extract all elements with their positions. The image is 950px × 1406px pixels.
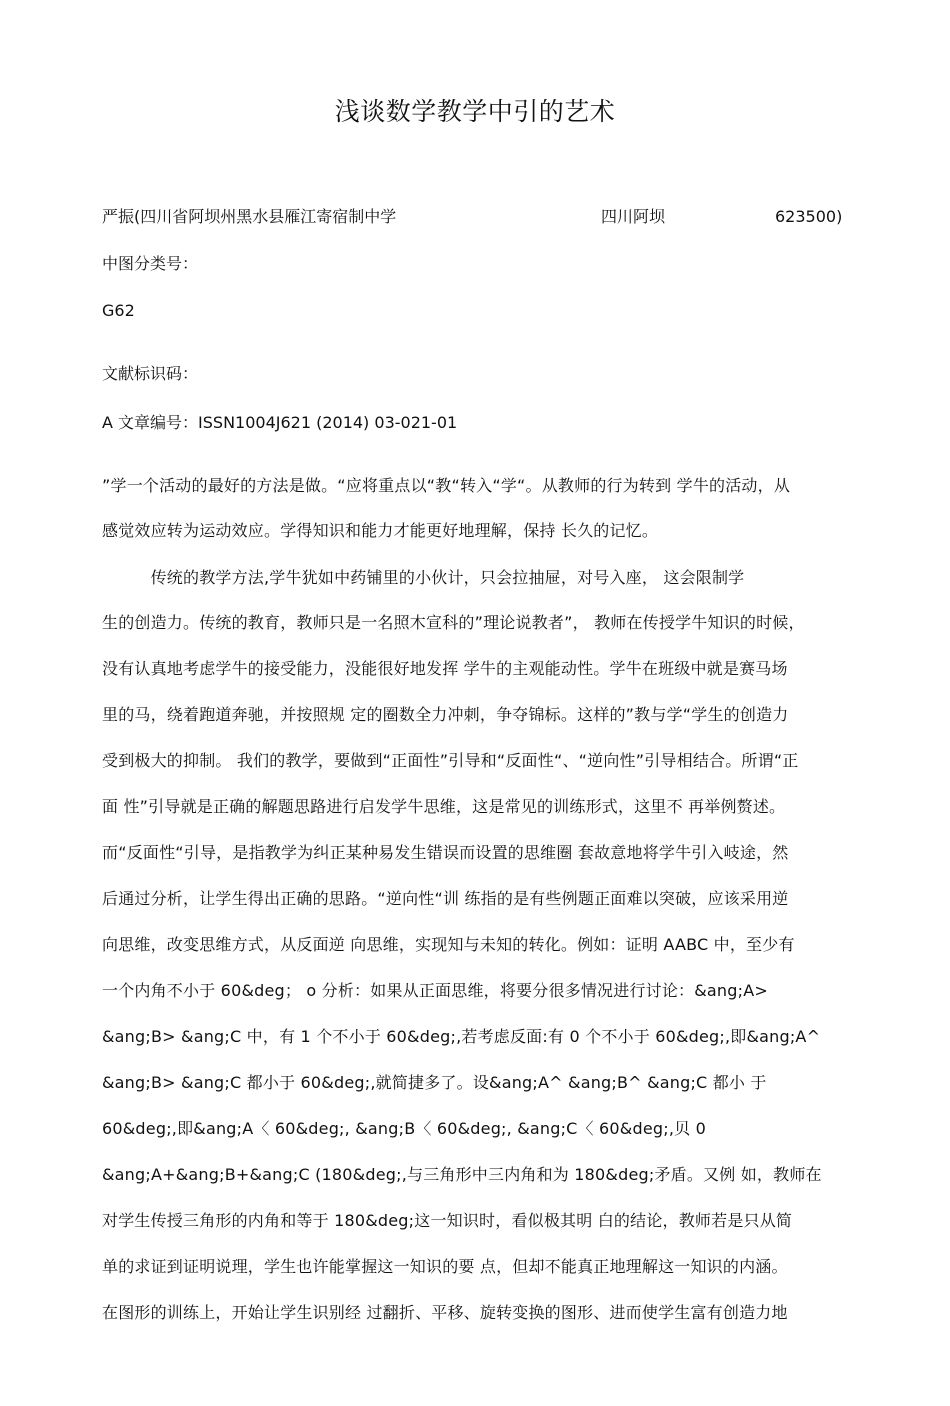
body-line: 向思维，改变思维方式，从反面逆 向思维，实现知与未知的转化。例如：证明 AABC 中，至少有: [102, 935, 795, 954]
body-line: &ang;B> &ang;C 都小于 60&deg;,就简捷多了。设&ang;A^ &ang;B^ &ang;C 都小 于: [102, 1073, 767, 1092]
body-line: &ang;B> &ang;C 中，有 1 个不小于 60&deg;,若考虑反面:有 0 个不小于 60&deg;,即&ang;A^: [102, 1027, 821, 1046]
document-code-label: 文献标识码：: [102, 364, 199, 383]
clc-value: G62: [102, 301, 135, 320]
body-line: 面 性”引导就是正确的解题思路进行启发学牛思维，这是常见的训练形式，这里不 再举例赘述。: [102, 797, 786, 816]
body-line: 在图形的训练上，开始让学生识别经 过翻折、平移、旋转变换的图形、进而使学生富有创造力地: [102, 1303, 788, 1322]
body-line: 受到极大的抑制。 我们的教学，要做到“正面性”引导和“反面性“、“逆向性”引导相结合。所谓“正: [102, 751, 799, 770]
body-line: 里的马，绕着跑道奔驰，并按照规 定的圈数全力冲刺，争夺锦标。这样的”教与学“学生的创造力: [102, 705, 789, 724]
body-line: 60&deg;,即&ang;A〈 60&deg;, &ang;B〈 60&deg;, &ang;C〈 60&deg;,贝 0: [102, 1119, 706, 1138]
body-line: 没有认真地考虑学牛的接受能力，没能很好地发挥 学牛的主观能动性。学牛在班级中就是赛马场: [102, 659, 788, 678]
author-affiliation: 严振(四川省阿坝州黑水县雁江寄宿制中学: [102, 207, 397, 226]
article-title: 浅谈数学教学中引的艺术: [334, 97, 616, 126]
body-line: 传统的教学方法,学牛犹如中药铺里的小伙计，只会拉抽屉，对号入座， 这会限制学: [102, 568, 745, 587]
body-line: 单的求证到证明说理，学生也许能掌握这一知识的要 点，但却不能真正地理解这一知识的内涵。: [102, 1257, 788, 1276]
body-line: ”学一个活动的最好的方法是做。“应将重点以“教“转入“学“。从教师的行为转到 学牛的活动，从: [102, 476, 791, 495]
body-line: 感觉效应转为运动效应。学得知识和能力才能更好地理解，保持 长久的记忆。: [102, 521, 659, 540]
body-line: 一个内角不小于 60&deg； o 分析：如果从正面思维，将要分很多情况进行讨论：&ang;A>: [102, 981, 768, 1000]
body-line: 对学生传授三角形的内角和等于 180&deg;这一知识时，看似极其明 白的结论，教师若是只从简: [102, 1211, 793, 1230]
body-line: 后通过分析，让学生得出正确的思路。“逆向性“训 练指的是有些例题正面难以突破，应该采用逆: [102, 889, 789, 908]
clc-label: 中图分类号：: [102, 254, 199, 273]
body-line: &ang;A+&ang;B+&ang;C (180&deg;,与三角形中三内角和为 180&deg;矛盾。又例 如，教师在: [102, 1165, 822, 1184]
body-line: 而“反面性“引导，是指教学为纠正某种易发生错误而设置的思维圈 套故意地将学牛引入岐途，然: [102, 843, 789, 862]
author-postcode: 623500): [775, 207, 843, 226]
body-line: 生的创造力。传统的教育，教师只是一名照木宣科的”理论说教者”， 教师在传授学牛知识的时候，: [102, 613, 805, 632]
article-number: A 文章编号：ISSN1004J621 (2014) 03-021-01: [102, 413, 458, 432]
author-location: 四川阿坝: [601, 207, 666, 226]
